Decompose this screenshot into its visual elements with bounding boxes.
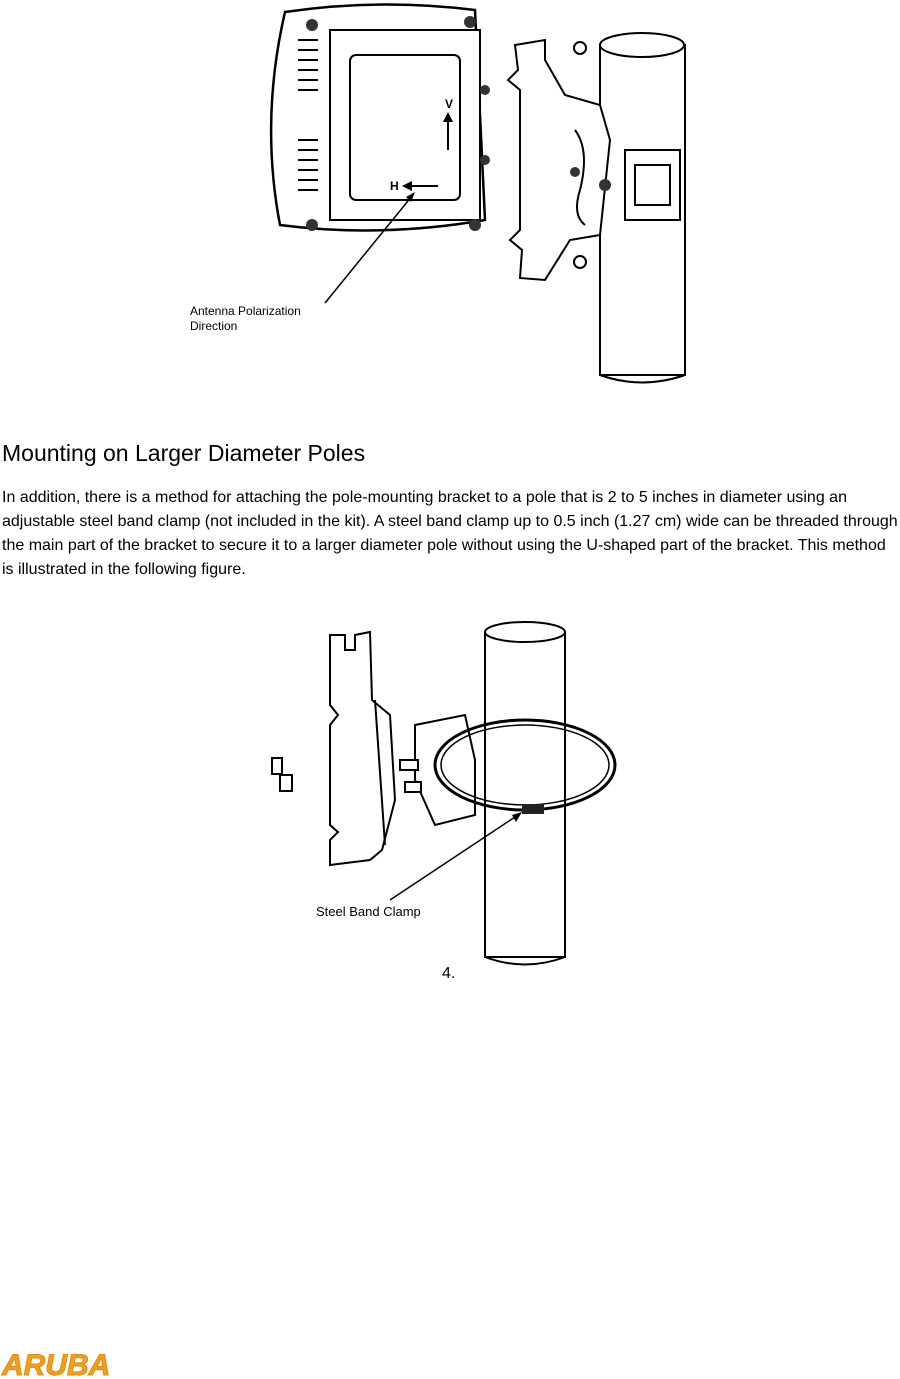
section-paragraph: In addition, there is a method for attaching the pole-mounting bracket to a pole that is 2 to 5 inches in diameter using an adjustable steel band clamp (not included in the kit). A steel band clamp up to 0.5 inch (1.27 cm) wide can be threaded through the main part of the bracket to secure it to a larger diameter pole without using the U-shaped part of the bracket. This method is illustrated in the following figure. [2,489,898,578]
aruba-logo [0,1348,150,1378]
band-clamp-label: Steel Band Clamp [316,904,421,919]
antenna-housing [271,4,490,231]
aruba-logo-text: ARUBA [2,1349,111,1378]
large-pole [485,622,565,965]
h-marker: H [390,179,399,193]
polarization-label-line1: Antenna Polarization [190,304,301,318]
v-marker: V [445,97,454,111]
bolt-parts [272,758,292,791]
bracket-plate [330,632,395,865]
figure-caption: 4. [442,965,456,982]
steel-band-clamp-figure [260,620,640,970]
antenna-pole-mount-figure [180,0,720,390]
polarization-label-line2: Direction [190,319,238,333]
section-heading: Mounting on Larger Diameter Poles [2,440,366,466]
